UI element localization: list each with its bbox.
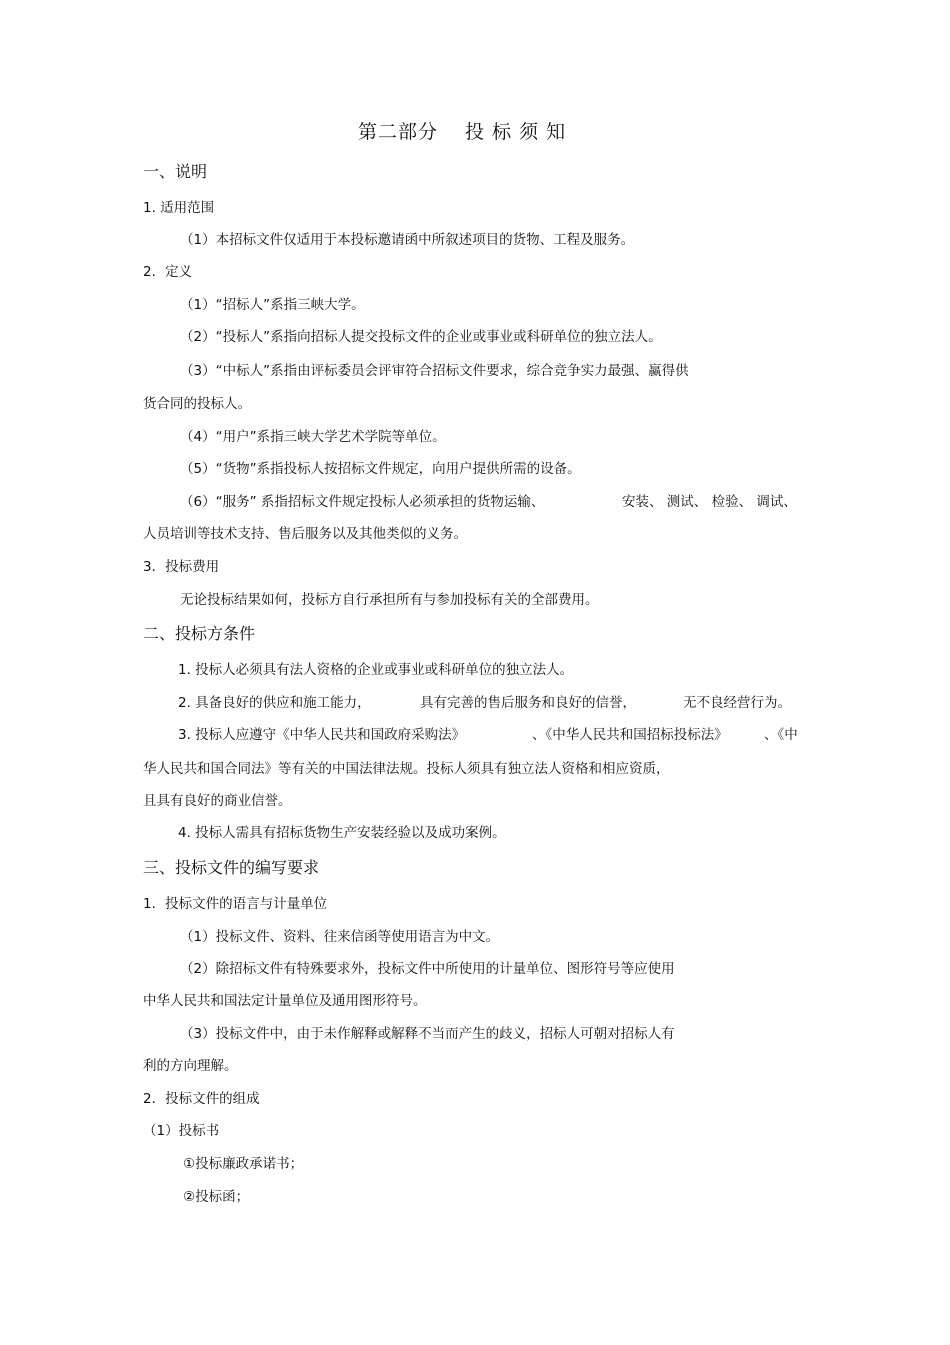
paragraph: （3）投标文件中，由于未作解释或解释不当而产生的歧义，招标人可朝对招标人有: [180, 1026, 675, 1042]
condition-item-part: 、《中华人民共和国招标投标法》: [532, 727, 728, 743]
item-heading: 2．投标文件的组成: [143, 1091, 260, 1107]
paragraph: （1）本招标文件仅适用于本投标邀请函中所叙述项目的货物、工程及服务。: [180, 232, 635, 248]
section-heading-2: 二、投标方条件: [143, 624, 256, 643]
definition-item-continued: 人员培训等技术支持、售后服务以及其他类似的义务。: [143, 526, 467, 542]
item-heading: 1．投标文件的语言与计量单位: [143, 896, 328, 912]
condition-item-part: 、《中: [764, 727, 798, 743]
section-heading-3: 三、投标文件的编写要求: [143, 858, 320, 877]
condition-item-part: 无不良经营行为。: [683, 695, 791, 711]
definition-item: （4）“用户”系指三峡大学艺术学院等单位。: [180, 429, 446, 445]
definition-item: （3）“中标人”系指由评标委员会评审符合招标文件要求，综合竞争实力最强、赢得供: [180, 363, 689, 379]
condition-item-part: 具有完善的售后服务和良好的信誉，: [420, 695, 636, 711]
condition-item: 4. 投标人需具有招标货物生产安装经验以及成功案例。: [178, 825, 506, 841]
list-item: ①投标廉政承诺书；: [183, 1156, 304, 1172]
definition-item: （5）“货物”系指投标人按招标文件规定，向用户提供所需的设备。: [180, 461, 581, 477]
paragraph: （1）投标文件、资料、往来信函等使用语言为中文。: [180, 929, 500, 945]
paragraph-continued: 利的方向理解。: [143, 1058, 238, 1074]
condition-item: 3. 投标人应遵守《中华人民共和国政府采购法》: [178, 727, 466, 743]
definition-item: （2）“投标人”系指向招标人提交投标文件的企业或事业或科研单位的独立法人。: [180, 329, 662, 345]
condition-item: 2. 具备良好的供应和施工能力，: [178, 695, 371, 711]
condition-item-continued: 且具有良好的商业信誉。: [143, 793, 292, 809]
sub-item-heading: （1）投标书: [143, 1123, 220, 1139]
paragraph: 无论投标结果如何，投标方自行承担所有与参加投标有关的全部费用。: [180, 592, 599, 608]
item-heading: 3．投标费用: [143, 559, 220, 575]
definition-item: （6）“服务” 系指招标文件规定投标人必须承担的货物运输、: [180, 494, 545, 510]
paragraph-continued: 中华人民共和国法定计量单位及通用图形符号。: [143, 993, 427, 1009]
definition-item: （1）“招标人”系指三峡大学。: [180, 297, 365, 313]
definition-item-continued: 货合同的投标人。: [143, 396, 251, 412]
item-heading: 2．定义: [143, 264, 193, 280]
section-heading-1: 一、说明: [143, 162, 208, 181]
paragraph: （2）除招标文件有特殊要求外，投标文件中所使用的计量单位、图形符号等应使用: [180, 961, 675, 977]
page-title: 第二部分 投 标 须 知: [358, 121, 567, 143]
item-heading: 1. 适用范围: [143, 200, 215, 216]
definition-item-part: 安装、 测试、 检验、 调试、: [622, 494, 797, 510]
condition-item-continued: 华人民共和国合同法》等有关的中国法律法规。投标人须具有独立法人资格和相应资质，: [143, 761, 670, 777]
list-item: ②投标函；: [183, 1189, 250, 1205]
condition-item: 1. 投标人必须具有法人资格的企业或事业或科研单位的独立法人。: [178, 662, 574, 678]
